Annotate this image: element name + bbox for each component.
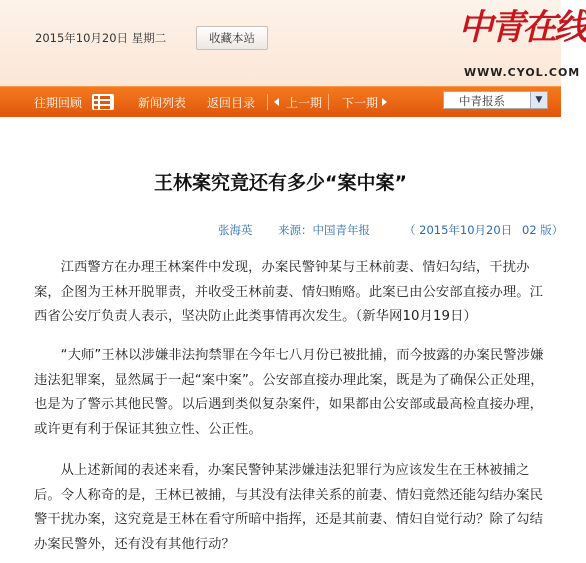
site-logo[interactable] [458, 4, 586, 80]
chevron-down-icon[interactable]: ▼ [530, 92, 547, 108]
logo-wordmark: 中青在线 [458, 7, 586, 48]
article-source: 来源：中国青年报 [278, 223, 370, 237]
article-paragraph: 从上述新闻的表述来看，办案民警钟某涉嫌违法犯罪行为应该发生在王林被捕之后。令人称奇的是，王林已被捕，与其没有法律关系的前妻、情妇竟然还能勾结办案民警干扰办案，这究竟是王林在看守所暗中指挥，还是其前妻、情妇自觉行动？除了勾结办案民警外，还有没有其他行动？ [34, 463, 544, 552]
article-author: 张海英 [218, 223, 253, 237]
nav-news-list[interactable]: 新闻列表 [138, 96, 187, 110]
nav-next-issue[interactable]: 下一期 [342, 96, 379, 110]
current-date: 2015年10月20日 星期二 [35, 31, 167, 45]
article-date: （ 2015年10月20日 [404, 223, 513, 237]
bookmark-site-button[interactable]: 收藏本站 [196, 26, 268, 50]
paper-select[interactable] [443, 91, 548, 109]
nav-back-issues[interactable]: 往期回顾 [34, 96, 83, 110]
nav-prev-issue[interactable]: 上一期 [286, 96, 323, 110]
prev-arrow-icon [274, 98, 279, 106]
article-paragraph: 江西警方在办理王林案件中发现，办案民警钟某与王林前妻、情妇勾结，干扰办案，企图为王林开脱罪责，并收受王林前妻、情妇贿赂。此案已由公安部直接办理。江西省公安厅负责人表示，坚决防止此类事情再次发生。（新华网10月19日） [34, 260, 544, 324]
nav-divider [267, 94, 268, 110]
site-header [0, 0, 586, 86]
article-title: 王林案究竟还有多少“案中案” [154, 172, 407, 194]
nav-back-to-toc[interactable]: 返回目录 [207, 96, 256, 110]
logo-url: WWW.CYOL.COM [464, 66, 581, 79]
nav-divider [328, 94, 329, 110]
calendar-grid-icon[interactable] [92, 94, 114, 110]
paper-select-value: 中青报系 [459, 94, 505, 108]
article-page: 02 版） [522, 223, 564, 237]
article-paragraph: “大师”王林以涉嫌非法拘禁罪在今年七八月份已被批捕，而今披露的办案民警涉嫌违法犯罪案，显然属于一起“案中案”。公安部直接办理此案，既是为了确保公正处理，也是为了警示其他民警。以后遇到类似复杂案件，如果都由公安部或最高检直接办理，或许更有利于保证其独立性、公正性。 [34, 348, 544, 437]
next-arrow-icon [382, 98, 387, 106]
